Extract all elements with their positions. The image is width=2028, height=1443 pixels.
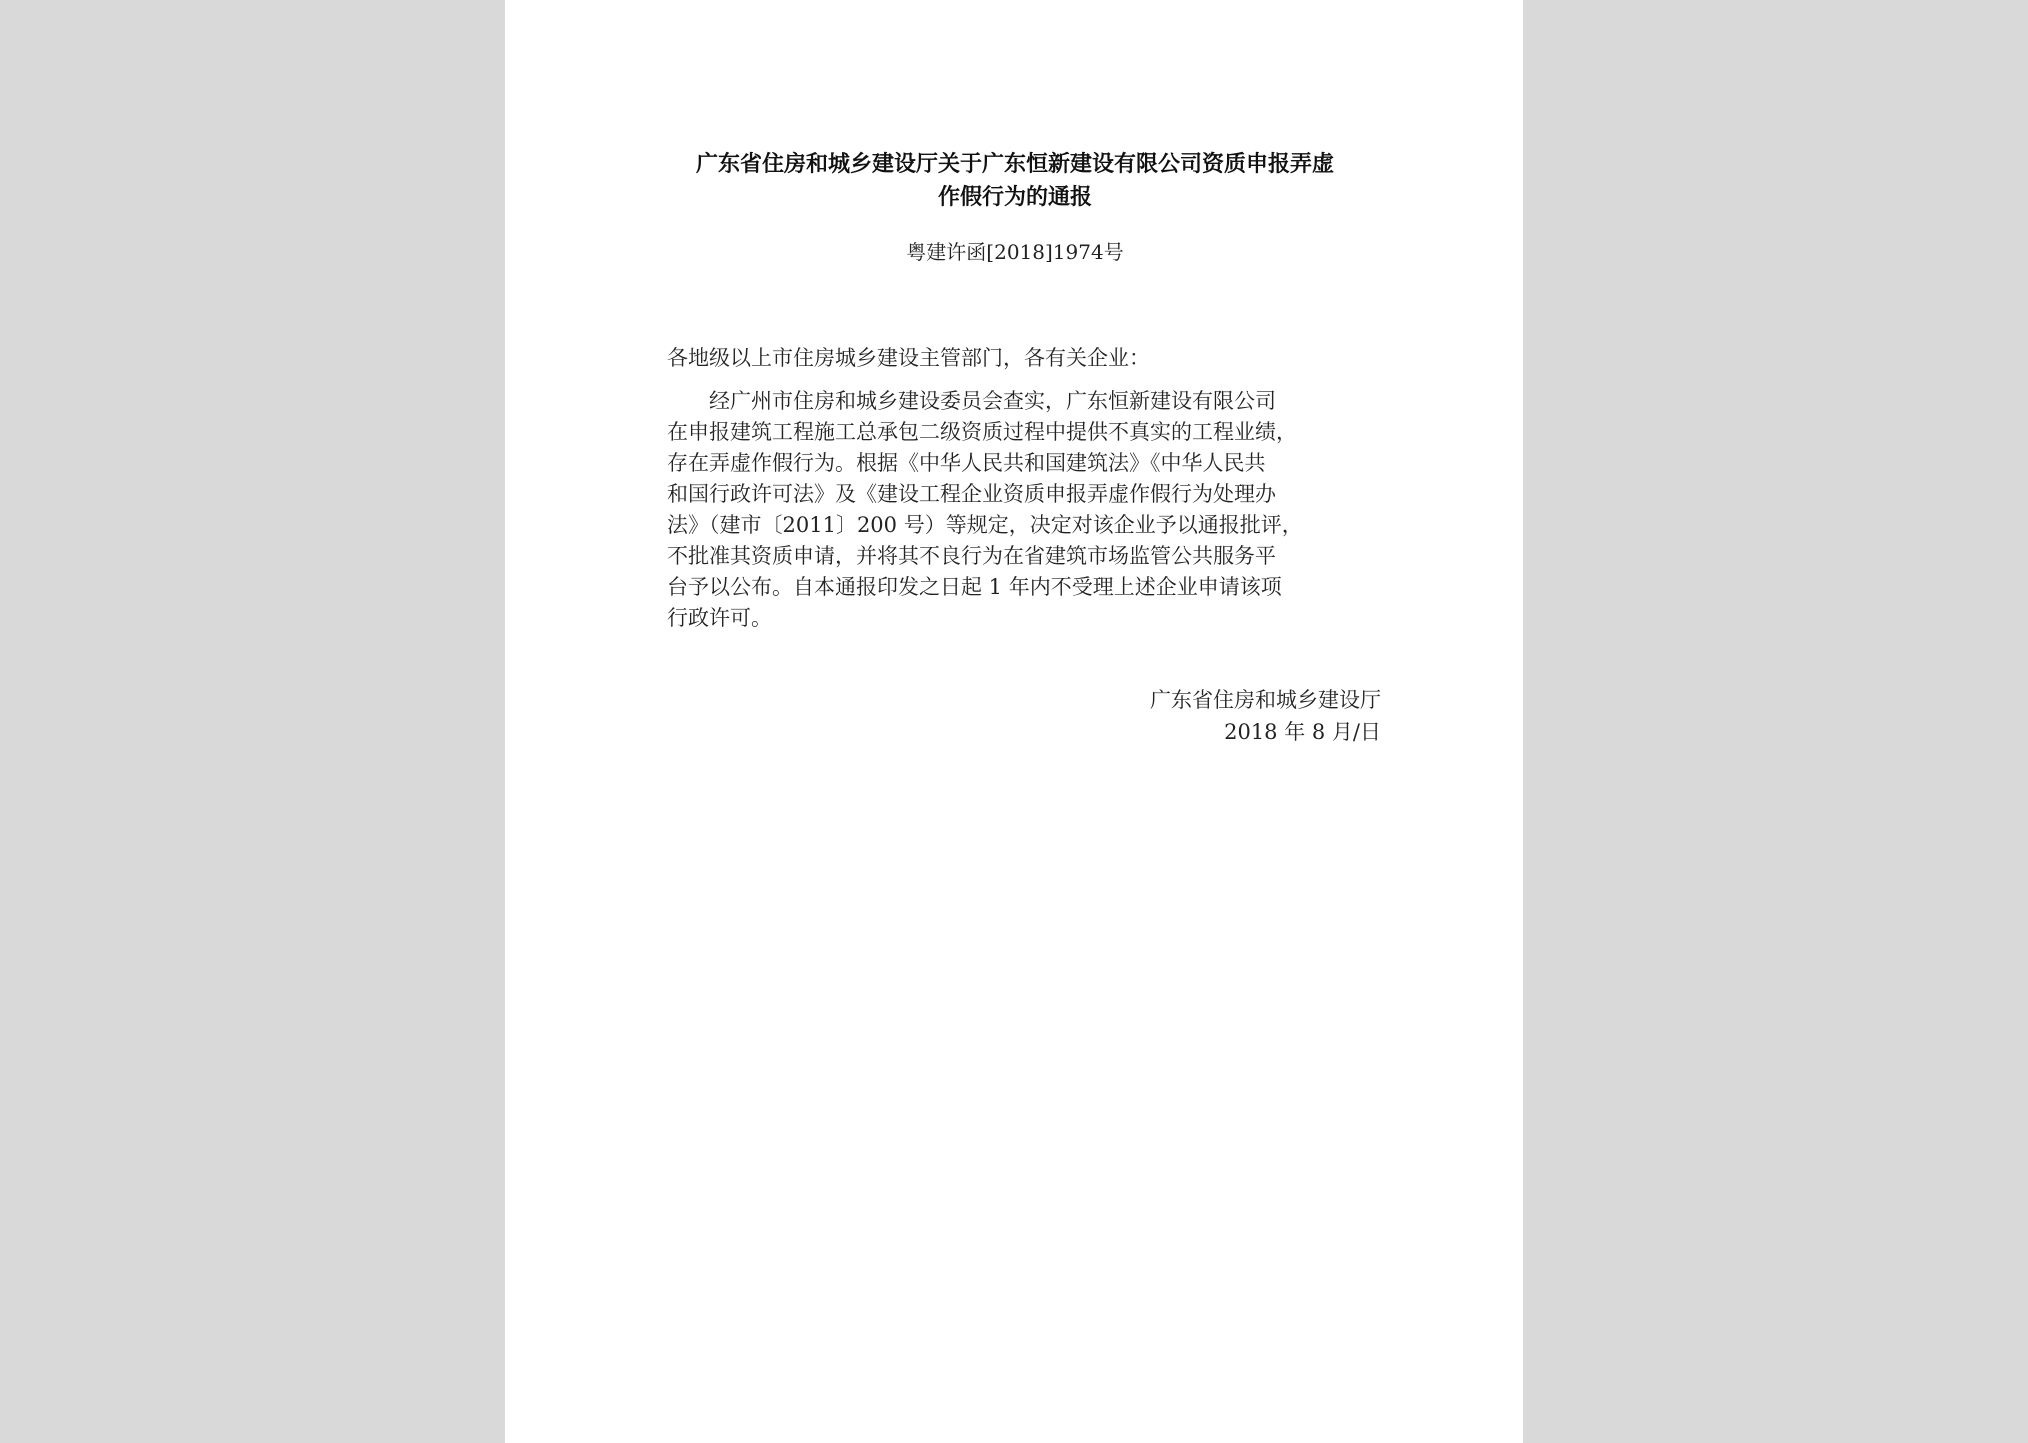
salutation: 各地级以上市住房城乡建设主管部门，各有关企业： xyxy=(667,346,1150,370)
title-line-1: 广东省住房和城乡建设厅关于广东恒新建设有限公司资质申报弄虚 xyxy=(695,152,1334,177)
signature-block xyxy=(1150,684,1381,748)
document-number: 粤建许函[2018]1974号 xyxy=(906,240,1124,264)
body-text xyxy=(667,386,1367,634)
body-line: 经广州市住房和城乡建设委员会查实，广东恒新建设有限公司 xyxy=(667,389,1276,413)
signature-organization: 广东省住房和城乡建设厅 xyxy=(1150,688,1381,712)
body-line: 不批准其资质申请，并将其不良行为在省建筑市场监管公共服务平 xyxy=(667,544,1276,568)
document-page xyxy=(505,0,1523,1443)
document-title xyxy=(655,148,1375,214)
signature-date: 2018 年 8 月/日 xyxy=(1224,720,1381,744)
body-line: 台予以公布。自本通报印发之日起 1 年内不受理上述企业申请该项 xyxy=(667,575,1282,599)
body-line: 行政许可。 xyxy=(667,606,772,630)
body-line: 和国行政许可法》及《建设工程企业资质申报弄虚作假行为处理办 xyxy=(667,482,1276,506)
body-line: 在申报建筑工程施工总承包二级资质过程中提供不真实的工程业绩， xyxy=(667,420,1297,444)
body-line: 存在弄虚作假行为。根据《中华人民共和国建筑法》《中华人民共 xyxy=(667,451,1266,475)
body-line: 法》（建市〔2011〕200 号）等规定，决定对该企业予以通报批评， xyxy=(667,513,1303,537)
title-line-2: 作假行为的通报 xyxy=(937,185,1092,210)
